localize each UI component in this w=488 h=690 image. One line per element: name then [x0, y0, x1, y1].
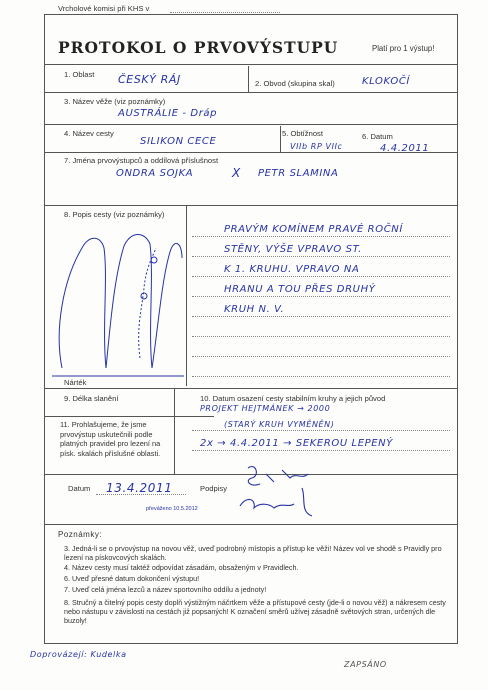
title-rule	[44, 64, 458, 65]
bolts-line-3: 2x → 4.4.2011 → SEKEROU LEPENÝ	[200, 438, 393, 449]
ruled-line	[192, 256, 450, 257]
sig-note: převáženo 10.5.2012	[146, 506, 198, 512]
copies-note: Platí pro 1 výstup!	[372, 44, 435, 53]
field-grade-value: VIIb RP VIIc	[290, 142, 343, 151]
divider	[174, 388, 175, 416]
field-obvod-label: 2. Obvod (skupina skal)	[255, 79, 335, 88]
field-sign-date-label: Datum	[68, 484, 91, 493]
ruled-line	[192, 236, 450, 237]
bolt-marker	[141, 293, 147, 299]
row-rule	[44, 152, 458, 153]
field-climbers-sep: X	[232, 166, 241, 180]
org-line: Vrcholové komisi při KHS v	[58, 4, 150, 13]
note-item: 8. Stručný a čitelný popis cesty doplň výstižným náčrtkem věže a přístupové cesty (jde-li o novou věž) a nákresem cesty nebo nástupu v závislosti na cestách již popsaných! K označení směrů užívej zásadně světových stran, určených dle buzoly!	[64, 598, 446, 625]
note-item: 6. Uveď přesné datum dokončení výstupu!	[64, 574, 200, 583]
field-date-value: 4.4.2011	[380, 143, 430, 154]
field-tower-value: AUSTRÁLIE - Dráp	[118, 108, 218, 119]
signature-lower	[240, 488, 312, 516]
field-obvod-value: KLOKOČÍ	[362, 76, 410, 87]
row-rule	[44, 124, 458, 125]
description-line-5: KRUH N. V.	[224, 304, 285, 315]
signature-upper	[248, 467, 308, 486]
field-route-value: SILIKON CECE	[140, 136, 217, 147]
field-climbers-label: 7. Jména prvovýstupců a oddílová příslušnost	[64, 156, 219, 165]
field-climbers-b: PETR SLAMINA	[258, 168, 339, 179]
description-line-2: STĚNY, VÝŠE VPRAVO ST.	[224, 244, 362, 255]
field-date-label: 6. Datum	[362, 132, 393, 141]
org-line-dots	[170, 12, 280, 13]
sketch-label: Nárték	[64, 378, 87, 387]
divider	[174, 416, 175, 474]
field-signatures-label: Podpisy	[200, 484, 228, 493]
row-rule	[44, 92, 458, 93]
bolts-line-1: PROJEKT HEJTMÁNEK → 2000	[200, 404, 331, 413]
bolt-marker	[151, 257, 157, 263]
field-climbers-a: ONDRA SOJKA	[116, 168, 194, 179]
rock-outline-middle	[106, 234, 152, 368]
field-grade-label: 5. Obtížnost	[282, 129, 323, 138]
rock-outline-left	[59, 238, 106, 368]
route-sketch	[44, 218, 186, 388]
ruled-line	[192, 296, 450, 297]
row-rule	[44, 205, 458, 206]
field-description-label: 8. Popis cesty (viz poznámky)	[64, 210, 165, 219]
field-tower-label: 3. Název věže (viz poznámky)	[64, 97, 166, 106]
note-item: 4. Název cesty musí taktéž odpovídat zásadám, obsaženým v Pravidlech.	[64, 563, 299, 572]
row-rule	[44, 388, 458, 389]
ruled-line	[192, 336, 450, 337]
field-oblast-value: ČESKÝ RÁJ	[118, 73, 181, 86]
field-bolts-label: 10. Datum osazení cesty stabilním kruhy a jejich původ	[200, 394, 386, 403]
notes-heading: Poznámky:	[58, 530, 103, 539]
field-oblast-label: 1. Oblast	[64, 70, 95, 79]
page-title: PROTOKOL O PRVOVÝSTUPU	[58, 38, 339, 57]
ruled-line	[192, 276, 450, 277]
ruled-line	[192, 430, 450, 431]
ruled-line	[192, 356, 450, 357]
date-dots	[96, 494, 186, 495]
signatures	[230, 458, 350, 522]
route-line	[139, 248, 156, 358]
note-item: 3. Jedná-li se o prvovýstup na novou věž, uveď podrobný místopis a přístup ke věži! Název vol ve shodě s Pravidly pro lezení na pískovcových skalách.	[64, 544, 442, 562]
field-sign-date-value: 13.4.2011	[106, 481, 173, 495]
sketch-divider	[186, 206, 187, 386]
row-rule	[44, 524, 458, 525]
ruled-line	[192, 450, 450, 451]
bolts-line-2: (STARÝ KRUH VYMĚNĚN)	[224, 420, 335, 429]
field-rappel-label: 9. Délka slanění	[64, 394, 119, 403]
divider	[248, 66, 249, 92]
note-item: 7. Uveď celá jména lezců a název sportovního oddílu a jednoty!	[64, 585, 267, 594]
description-line-4: HRANU A TOU PŘES DRUHÝ	[224, 284, 376, 295]
ruled-line	[192, 316, 450, 317]
footer-right-note: ZAPSÁNO	[344, 660, 387, 669]
description-line-3: K 1. KRUHU. VPRAVO NA	[224, 264, 360, 275]
ruled-line	[192, 376, 450, 377]
field-route-label: 4. Název cesty	[64, 129, 114, 138]
row-rule	[44, 416, 214, 417]
footer-left-note: Doprovázejí: Kudelka	[30, 650, 127, 659]
description-line-1: PRAVÝM KOMÍNEM PRAVÉ ROČNÍ	[224, 224, 403, 235]
declaration-text: 11. Prohlašujeme, že jsme prvovýstup uskutečnili podle platných pravidel pro lezení na písk. skalách příslušné oblasti.	[60, 420, 161, 458]
divider	[280, 126, 281, 152]
